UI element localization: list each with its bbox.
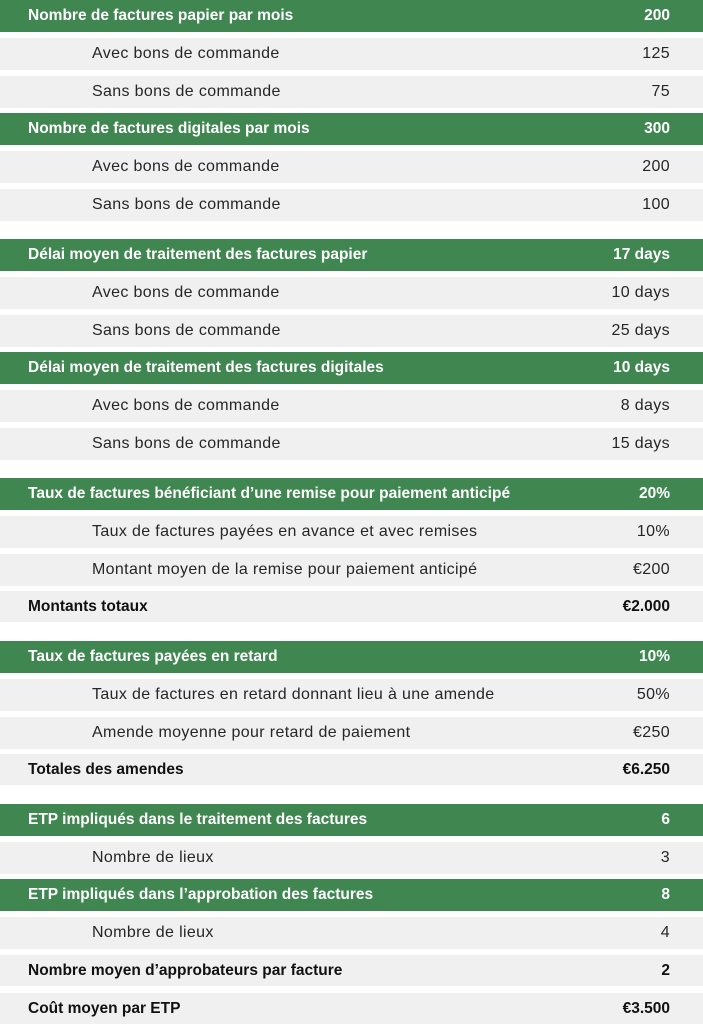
row-value: 50% xyxy=(636,686,670,703)
detail-row xyxy=(0,390,703,422)
total-row xyxy=(0,591,703,622)
row-value: 300 xyxy=(644,120,670,137)
row-value: €3.500 xyxy=(622,999,670,1017)
row-value: 4 xyxy=(660,924,670,941)
row-label: Montants totaux xyxy=(28,597,148,615)
row-value: 17 days xyxy=(613,246,670,263)
detail-row xyxy=(0,516,703,548)
row-label: ETP impliqués dans le traitement des factures xyxy=(28,811,368,828)
detail-row xyxy=(0,717,703,749)
row-value: 75 xyxy=(651,83,670,100)
row-value: 10% xyxy=(636,523,670,540)
detail-row xyxy=(0,38,703,70)
row-value: 10 days xyxy=(611,284,670,301)
row-value: 2 xyxy=(661,961,670,979)
row-value: 10% xyxy=(638,648,670,665)
row-value: 10 days xyxy=(613,359,670,376)
row-value: €2.000 xyxy=(622,597,670,615)
row-label: Avec bons de commande xyxy=(92,397,280,414)
detail-row xyxy=(0,277,703,309)
row-label: Taux de factures payées en avance et avec remises xyxy=(92,523,478,540)
row-value: 200 xyxy=(644,7,670,24)
detail-row xyxy=(0,554,703,586)
row-label: Sans bons de commande xyxy=(92,435,281,452)
row-value: 20% xyxy=(638,485,670,502)
section-header-row xyxy=(0,641,703,673)
section-header-row xyxy=(0,804,703,836)
detail-row xyxy=(0,428,703,460)
row-label: Nombre de factures digitales par mois xyxy=(28,120,310,137)
section-header-row xyxy=(0,352,703,384)
row-label: Taux de factures en retard donnant lieu à une amende xyxy=(92,686,495,703)
row-label: Sans bons de commande xyxy=(92,322,281,339)
detail-row xyxy=(0,842,703,874)
row-value: 8 xyxy=(661,886,670,903)
row-label: Délai moyen de traitement des factures digitales xyxy=(28,359,384,376)
row-value: 15 days xyxy=(611,435,670,452)
row-value: €200 xyxy=(633,561,670,578)
row-label: Nombre moyen d’approbateurs par facture xyxy=(28,961,343,979)
detail-row xyxy=(0,76,703,108)
section-header-row xyxy=(0,0,703,32)
row-value: 6 xyxy=(661,811,670,828)
row-value: 25 days xyxy=(611,322,670,339)
row-label: Avec bons de commande xyxy=(92,158,280,175)
row-value: 125 xyxy=(642,45,670,62)
row-label: Montant moyen de la remise pour paiement anticipé xyxy=(92,561,478,578)
row-value: €6.250 xyxy=(622,760,670,778)
total-row xyxy=(0,993,703,1024)
row-label: Nombre de lieux xyxy=(92,849,214,866)
row-value: 100 xyxy=(642,196,670,213)
row-label: Coût moyen par ETP xyxy=(28,999,181,1017)
row-value: €250 xyxy=(633,724,670,741)
row-label: Avec bons de commande xyxy=(92,284,280,301)
row-label: Taux de factures payées en retard xyxy=(28,648,278,665)
row-value: 3 xyxy=(660,849,670,866)
section-header-row xyxy=(0,478,703,510)
section-header-row xyxy=(0,113,703,145)
row-value: 8 days xyxy=(620,397,670,414)
row-label: Avec bons de commande xyxy=(92,45,280,62)
row-label: Totales des amendes xyxy=(28,760,184,778)
row-label: ETP impliqués dans l’approbation des factures xyxy=(28,886,374,903)
detail-row xyxy=(0,189,703,221)
detail-row xyxy=(0,917,703,949)
row-label: Sans bons de commande xyxy=(92,83,281,100)
row-label: Sans bons de commande xyxy=(92,196,281,213)
total-row xyxy=(0,754,703,785)
row-label: Nombre de factures papier par mois xyxy=(28,7,294,24)
section-header-row xyxy=(0,879,703,911)
detail-row xyxy=(0,315,703,347)
section-header-row xyxy=(0,239,703,271)
row-label: Taux de factures bénéficiant d’une remise pour paiement anticipé xyxy=(28,485,511,502)
detail-row xyxy=(0,679,703,711)
detail-row xyxy=(0,151,703,183)
row-label: Délai moyen de traitement des factures papier xyxy=(28,246,368,263)
total-row xyxy=(0,955,703,986)
row-label: Nombre de lieux xyxy=(92,924,214,941)
row-label: Amende moyenne pour retard de paiement xyxy=(92,724,411,741)
row-value: 200 xyxy=(642,158,670,175)
